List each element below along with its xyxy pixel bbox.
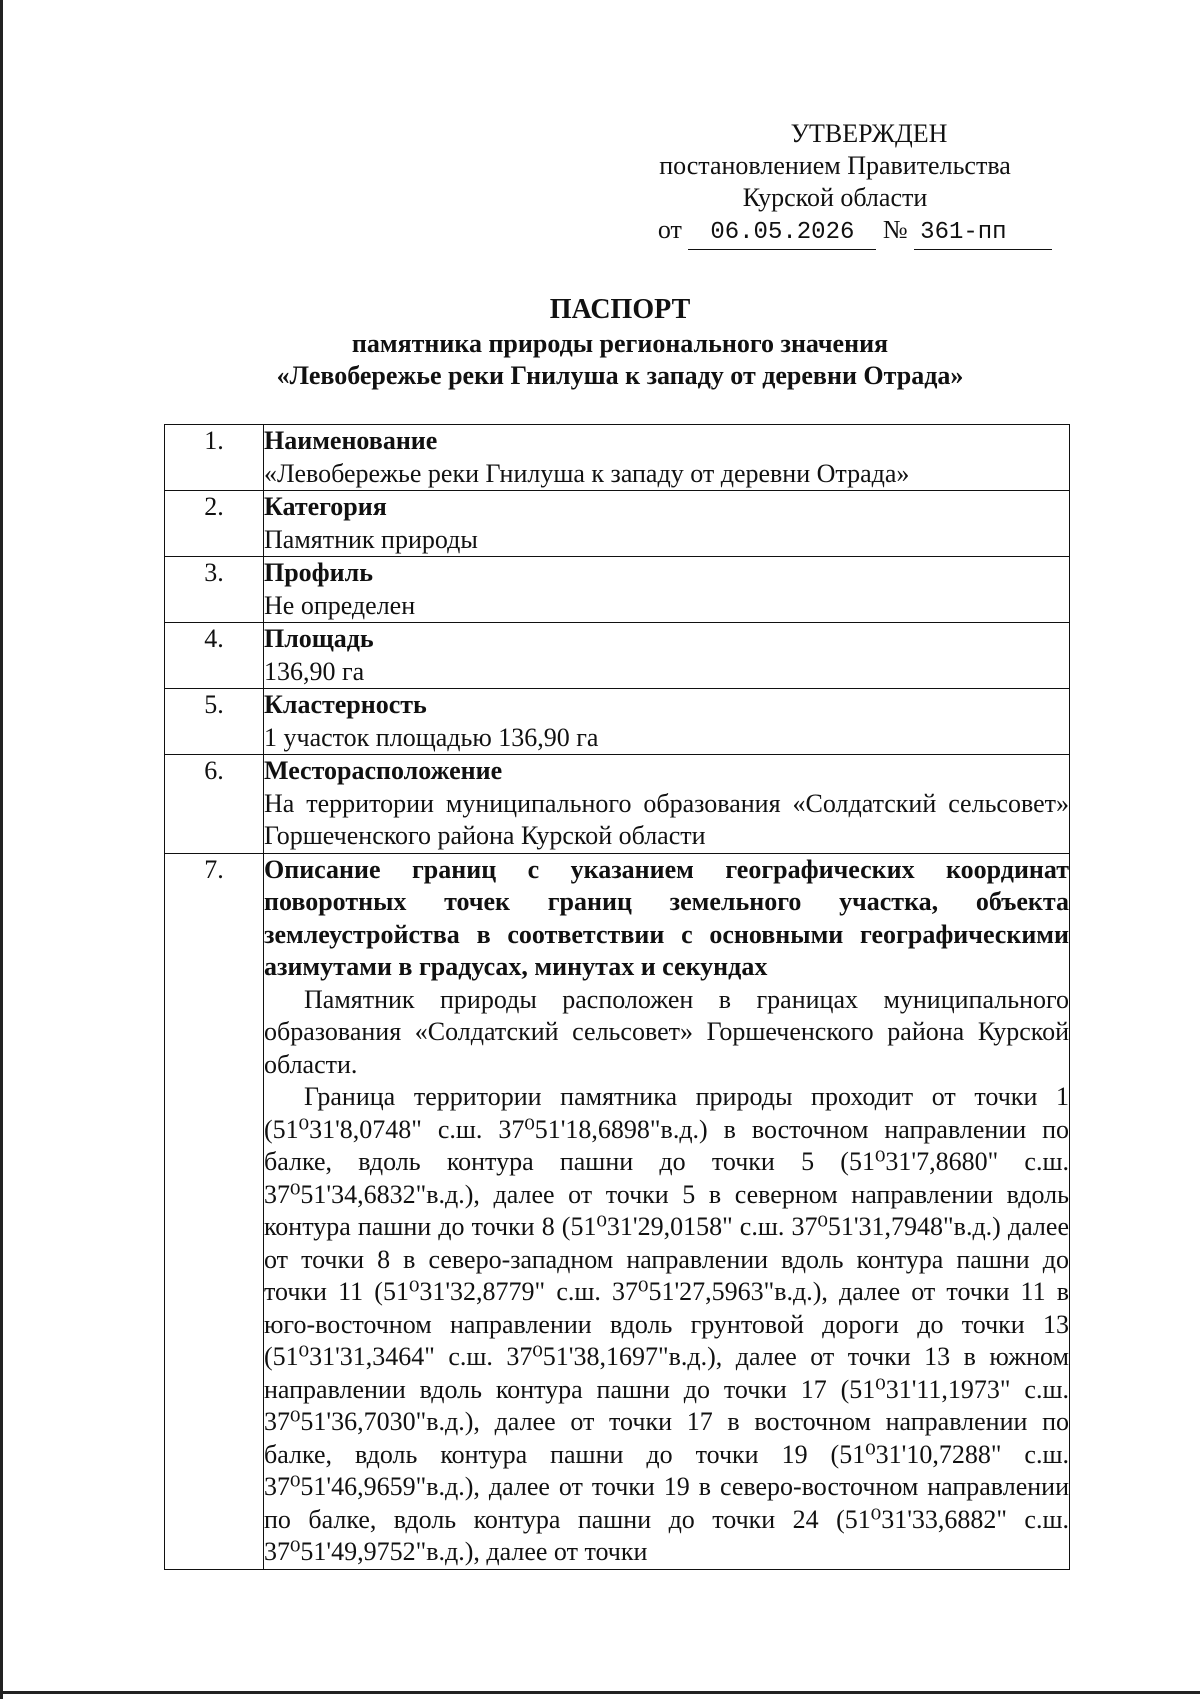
row-value: «Левобережье реки Гнилуша к западу от деревни Отрада» — [264, 458, 910, 488]
table-row — [165, 557, 1070, 623]
row-heading: Площадь — [264, 624, 374, 653]
row-content — [264, 557, 1070, 623]
row-value: Не определен — [264, 590, 416, 620]
row-content — [264, 623, 1070, 689]
row-heading: Описание границ с указанием географических координат поворотных точек границ земельного участка, объекта землеустройства в соответствии с основными географическими азимутами в градусах, минутах и секундах — [264, 854, 1069, 981]
document-title-block — [150, 294, 1090, 392]
document-subtitle-2: «Левобережье реки Гнилуша к западу от деревни Отрада» — [276, 361, 964, 390]
row-number: 1. — [165, 425, 264, 491]
row-number: 7. — [165, 853, 264, 1569]
row-heading: Категория — [264, 492, 387, 521]
approval-line-2: Курской области — [742, 183, 928, 212]
boundary-paragraph-2: Граница территории памятника природы проходит от точки 1 (51⁰31'8,0748" с.ш. 37⁰51'18,6898"в.д.) в восточном направлении по балке, вдоль контура пашни до точки 5 (51⁰31'7,8680" с.ш. 37⁰51'34,6832"в.д.), далее от точки 5 в северном направлении вдоль контура пашни до точки 8 (51⁰31'29,0158" с.ш. 37⁰51'31,7948"в.д.) далее от точки 8 в северо-западном направлении вдоль контура пашни до точки 11 (51⁰31'32,8779" с.ш. 37⁰51'27,5963"в.д.), далее от точки 11 в юго-восточном направлении вдоль грунтовой дороги до точки 13 (51⁰31'31,3464" с.ш. 37⁰51'38,1697"в.д.), далее от точки 13 в южном направлении вдоль контура пашни до точки 17 (51⁰31'11,1973" с.ш. 37⁰51'36,7030"в.д.), далее от точки 17 в восточном направлении по балке, вдоль контура пашни до точки 19 (51⁰31'10,7288" с.ш. 37⁰51'46,9659"в.д.), далее от точки 19 в северо-восточном направлении по балке, вдоль контура пашни до точки 24 (51⁰31'33,6882" с.ш. 37⁰51'49,9752"в.д.), далее от точки — [264, 1082, 1069, 1566]
table-row — [165, 853, 1070, 1569]
row-value: 136,90 га — [264, 656, 365, 686]
row-content — [264, 689, 1070, 755]
row-value: Памятник природы — [264, 524, 478, 554]
document-subtitle-1: памятника природы регионального значения — [351, 329, 889, 358]
table-row — [165, 491, 1070, 557]
row-number: 4. — [165, 623, 264, 689]
row-number: 3. — [165, 557, 264, 623]
row-heading: Кластерность — [264, 690, 427, 719]
approval-title: УТВЕРЖДЕН — [790, 119, 948, 148]
row-content — [264, 853, 1070, 1569]
approval-block — [600, 118, 1070, 250]
approval-date-line — [620, 214, 1090, 250]
row-number: 2. — [165, 491, 264, 557]
scan-edge-bottom — [0, 1691, 1200, 1694]
row-heading: Профиль — [264, 558, 373, 587]
table-row — [165, 425, 1070, 491]
date-prefix: от — [657, 215, 682, 244]
scan-edge-left — [0, 0, 3, 1699]
number-prefix: № — [882, 215, 908, 244]
approval-number: 361-пп — [914, 217, 1052, 250]
row-content — [264, 755, 1070, 854]
approval-date: 06.05.2026 — [688, 217, 876, 250]
table-row — [165, 689, 1070, 755]
row-number: 5. — [165, 689, 264, 755]
document-title: ПАСПОРТ — [549, 294, 691, 325]
row-heading: Наименование — [264, 426, 438, 455]
row-number: 6. — [165, 755, 264, 854]
passport-table — [164, 424, 1070, 1570]
table-row — [165, 755, 1070, 854]
approval-line-1: постановлением Правительства — [659, 151, 1011, 180]
row-content — [264, 491, 1070, 557]
row-heading: Месторасположение — [264, 756, 503, 785]
row-value: На территории муниципального образования «Солдатский сельсовет» Горшеченского района Курской области — [264, 788, 1069, 850]
boundary-paragraph-1: Памятник природы расположен в границах муниципального образования «Солдатский сельсовет» Горшеченского района Курской области. — [264, 984, 1069, 1079]
table-row — [165, 623, 1070, 689]
row-value: 1 участок площадью 136,90 га — [264, 722, 599, 752]
row-content — [264, 425, 1070, 491]
